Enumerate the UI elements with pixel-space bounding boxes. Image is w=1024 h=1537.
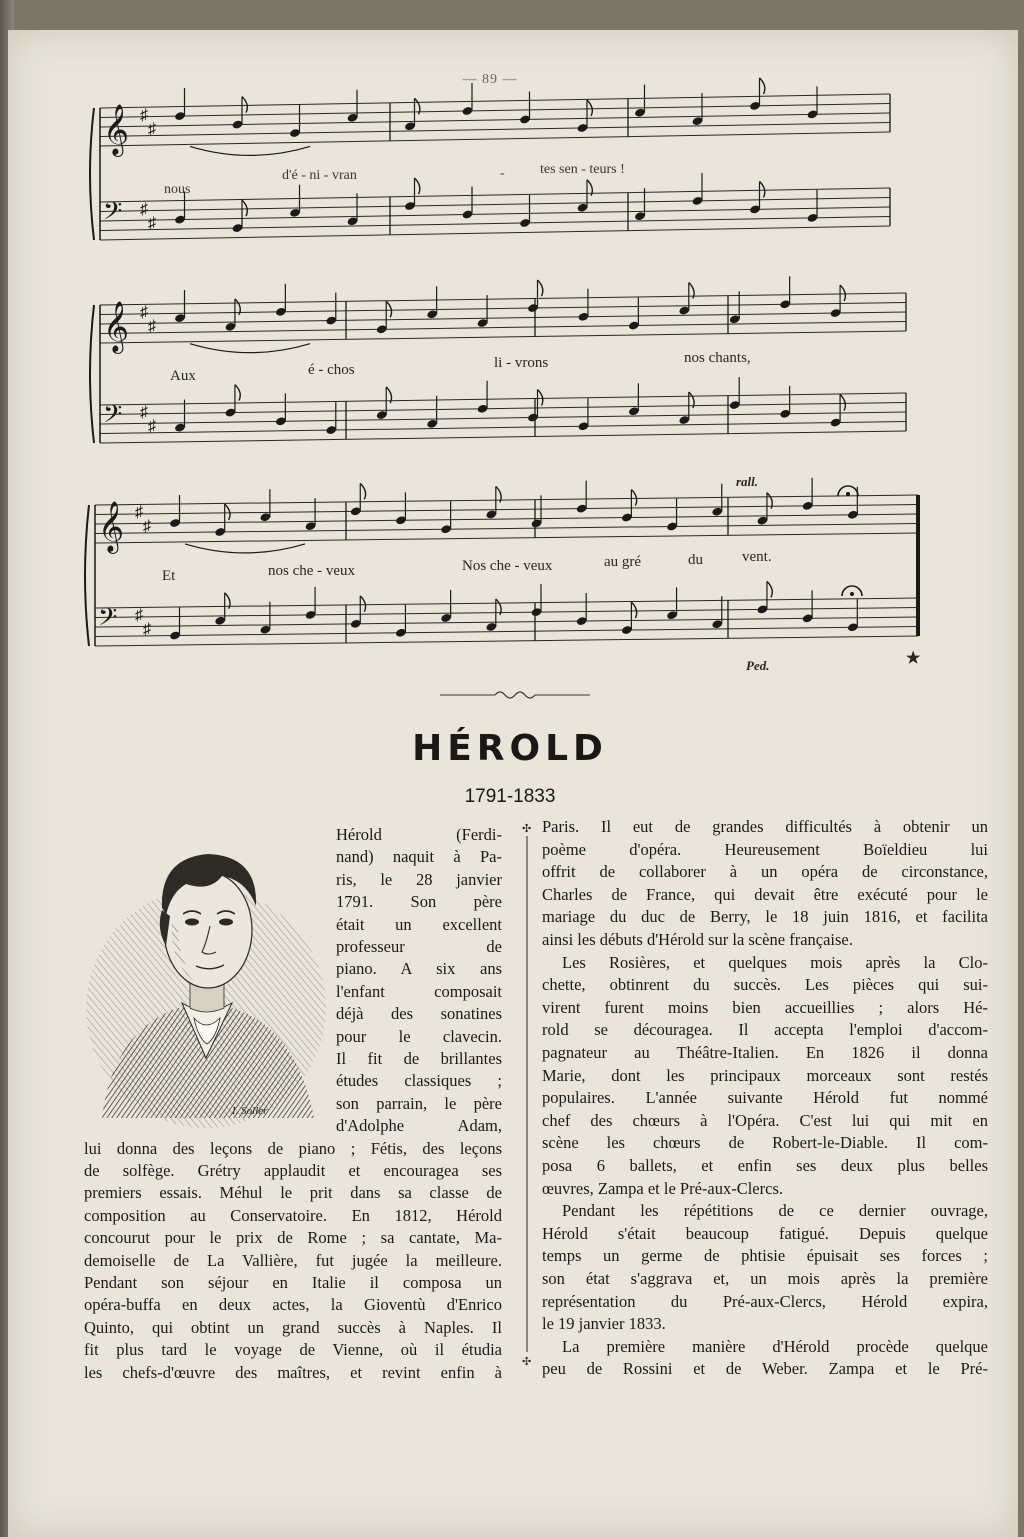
leftcol-line: premiers essais. Méhul le prit dans sa classe de — [84, 1183, 502, 1203]
pedal-release-icon: ★ — [906, 650, 921, 667]
system-1 — [90, 78, 890, 240]
leftcol-line: de solfège. Grétry applaudit et encouragea ses — [84, 1161, 502, 1180]
rightcol-line: posa 6 ballets, et enfin ses deux plus belles — [542, 1156, 988, 1175]
rightcol-line: Marie, dont les principaux morceaux sont restés — [542, 1065, 988, 1085]
svg-text:♯: ♯ — [148, 121, 156, 138]
leftcol-line: piano. A six ans — [336, 959, 502, 979]
leftcol-line: composition au Conservatoire. En 1812, Hérold — [84, 1205, 502, 1225]
svg-text:𝄞: 𝄞 — [98, 501, 125, 552]
rightcol-line: temps un germe de phtisie épuisait ses forces ; — [542, 1246, 988, 1266]
rightcol-line: Paris. Il eut de grandes difficultés à obtenir un — [542, 817, 988, 836]
article-title: HÉROLD — [412, 728, 608, 769]
leftcol-line: opéra-buffa en deux actes, la Gioventù d'Enrico — [84, 1295, 502, 1315]
leftcol-line: nand) naquit à Pa- — [336, 847, 502, 867]
rightcol-line: mariage du duc de Berry, le 18 juin 1816, et facilita — [542, 907, 988, 927]
ornament-divider-icon — [440, 688, 590, 702]
leftcol-line: Pendant son séjour en Italie il composa un — [84, 1273, 502, 1292]
rightcol-line: Charles de France, qui devait être exécuté pour le — [542, 884, 988, 904]
portrait-engraving — [82, 818, 330, 1130]
leftcol-line: professeur de — [336, 937, 502, 956]
column-divider-icon — [520, 822, 534, 1367]
leftcol-line: Il fit de brillantes — [336, 1049, 502, 1068]
pedal-mark: Ped. — [746, 658, 770, 673]
rightcol-line: pagnateur au Théâtre-Italien. En 1826 il donna — [542, 1043, 988, 1062]
rallentando-mark: rall. — [736, 474, 759, 489]
svg-text:♯: ♯ — [143, 518, 151, 535]
music-score — [0, 0, 1024, 700]
leftcol-line: pour le clavecin. — [336, 1026, 502, 1046]
lyric-1d: tes sen - teurs ! — [540, 162, 625, 177]
lyric-3c: Nos che - veux — [462, 558, 553, 574]
svg-text:♯: ♯ — [140, 107, 148, 124]
svg-text:♯: ♯ — [148, 215, 156, 232]
svg-text:𝄞: 𝄞 — [103, 104, 130, 155]
rightcol-line: le 19 janvier 1833. — [542, 1314, 666, 1334]
lyric-3b: nos che - veux — [268, 563, 356, 579]
leftcol-line: fit plus tard le voyage de Vienne, où il étudia — [84, 1340, 502, 1360]
rightcol-line: Hérold s'était beaucoup fatigué. Depuis quelque — [542, 1223, 988, 1243]
lyric-3f: vent. — [742, 549, 772, 565]
leftcol-line: ris, le 28 janvier — [336, 869, 502, 889]
svg-text:♯: ♯ — [143, 621, 151, 638]
leftcol-line: 1791. Son père — [336, 892, 502, 912]
svg-text:♯: ♯ — [140, 201, 148, 218]
lyric-3a: Et — [162, 568, 176, 584]
rightcol-line: rold se découragea. Il accepta l'emploi d'accom- — [542, 1020, 988, 1040]
leftcol-line: d'Adolphe Adam, — [336, 1116, 502, 1136]
portrait-signature: I. Soller — [232, 1105, 268, 1117]
svg-text:♯: ♯ — [148, 418, 156, 435]
svg-text:𝄢: 𝄢 — [103, 197, 123, 232]
rightcol-line: Les Rosières, et quelques mois après la Clo- — [562, 952, 988, 972]
svg-text:♯: ♯ — [135, 607, 143, 624]
svg-text:♯: ♯ — [140, 304, 148, 321]
leftcol-line: demoiselle de La Vallière, fut jugée la meilleure. — [84, 1250, 502, 1270]
rightcol-line: chette, obtinrent du succès. Les pièces qui sui- — [542, 975, 988, 995]
leftcol-line: lui donna des leçons de piano ; Fétis, des leçons — [84, 1138, 502, 1158]
rightcol-line: virent furent moins bien accueillies ; alors Hé- — [542, 997, 988, 1017]
svg-text:✣: ✣ — [522, 1356, 532, 1367]
leftcol-line: l'enfant composait — [336, 981, 502, 1001]
article-dates: 1791-1833 — [464, 786, 556, 807]
lyric-2b: é - chos — [308, 362, 355, 378]
rightcol-line: Pendant les répétitions de ce dernier ouvrage, — [562, 1201, 988, 1221]
leftcol-line: concourut pour le prix de Rome ; sa cantate, Ma- — [84, 1228, 502, 1248]
rightcol-line: œuvres, Zampa et le Pré-aux-Clercs. — [542, 1178, 783, 1198]
leftcol-line: Hérold (Ferdi- — [336, 825, 502, 844]
lyric-1a: nous — [164, 182, 191, 197]
rightcol-line: scène les chœurs de Robert-le-Diable. Il com- — [542, 1133, 988, 1153]
lyric-3d: au gré — [604, 554, 642, 570]
rightcol-line: chef des chœurs à l'Opéra. C'est lui qui mit en — [542, 1110, 988, 1130]
rightcol-line: son état s'aggrava et, un mois après la première — [542, 1269, 988, 1288]
leftcol-line: son parrain, le père — [336, 1093, 502, 1113]
rightcol-line: représentation du Pré-aux-Clercs, Hérold expira, — [542, 1291, 988, 1311]
leftcol-line: études classiques ; — [336, 1071, 502, 1091]
svg-text:♯: ♯ — [140, 404, 148, 421]
rightcol-line: populaires. L'année suivante Hérold fut nommé — [542, 1088, 988, 1108]
rightcol-line: offrit de collaborer à un opéra de circonstance, — [542, 862, 988, 882]
svg-text:♯: ♯ — [148, 318, 156, 335]
svg-text:𝄞: 𝄞 — [103, 301, 130, 352]
rightcol-line: peu de Rossini et de Weber. Zampa et le Pré- — [542, 1359, 988, 1379]
lyric-3e: du — [688, 552, 703, 568]
page-number: — 89 — — [462, 72, 518, 87]
rightcol-line: poème d'opéra. Heureusement Boïeldieu lui — [542, 839, 988, 859]
lyric-2d: nos chants, — [684, 350, 751, 366]
svg-text:♯: ♯ — [135, 504, 143, 521]
svg-text:𝄢: 𝄢 — [98, 603, 118, 638]
rightcol-line: ainsi les débuts d'Hérold sur la scène française. — [542, 930, 853, 949]
rightcol-line: La première manière d'Hérold procède quelque — [562, 1336, 988, 1356]
lyric-2c: li - vrons — [494, 355, 549, 371]
leftcol-line: les chefs-d'œuvre des maîtres, et revint enfin à — [84, 1362, 502, 1382]
leftcol-line: déjà des sonatines — [336, 1004, 502, 1024]
leftcol-line: Quinto, qui obtint un grand succès à Naples. Il — [84, 1317, 502, 1337]
leftcol-line: était un excellent — [336, 914, 502, 934]
lyric-2a: Aux — [170, 368, 196, 384]
lyric-1c: - — [500, 166, 505, 181]
lyric-1b: d'é - ni - vran — [282, 168, 357, 183]
svg-text:✣: ✣ — [522, 823, 532, 835]
svg-text:𝄢: 𝄢 — [103, 400, 123, 435]
